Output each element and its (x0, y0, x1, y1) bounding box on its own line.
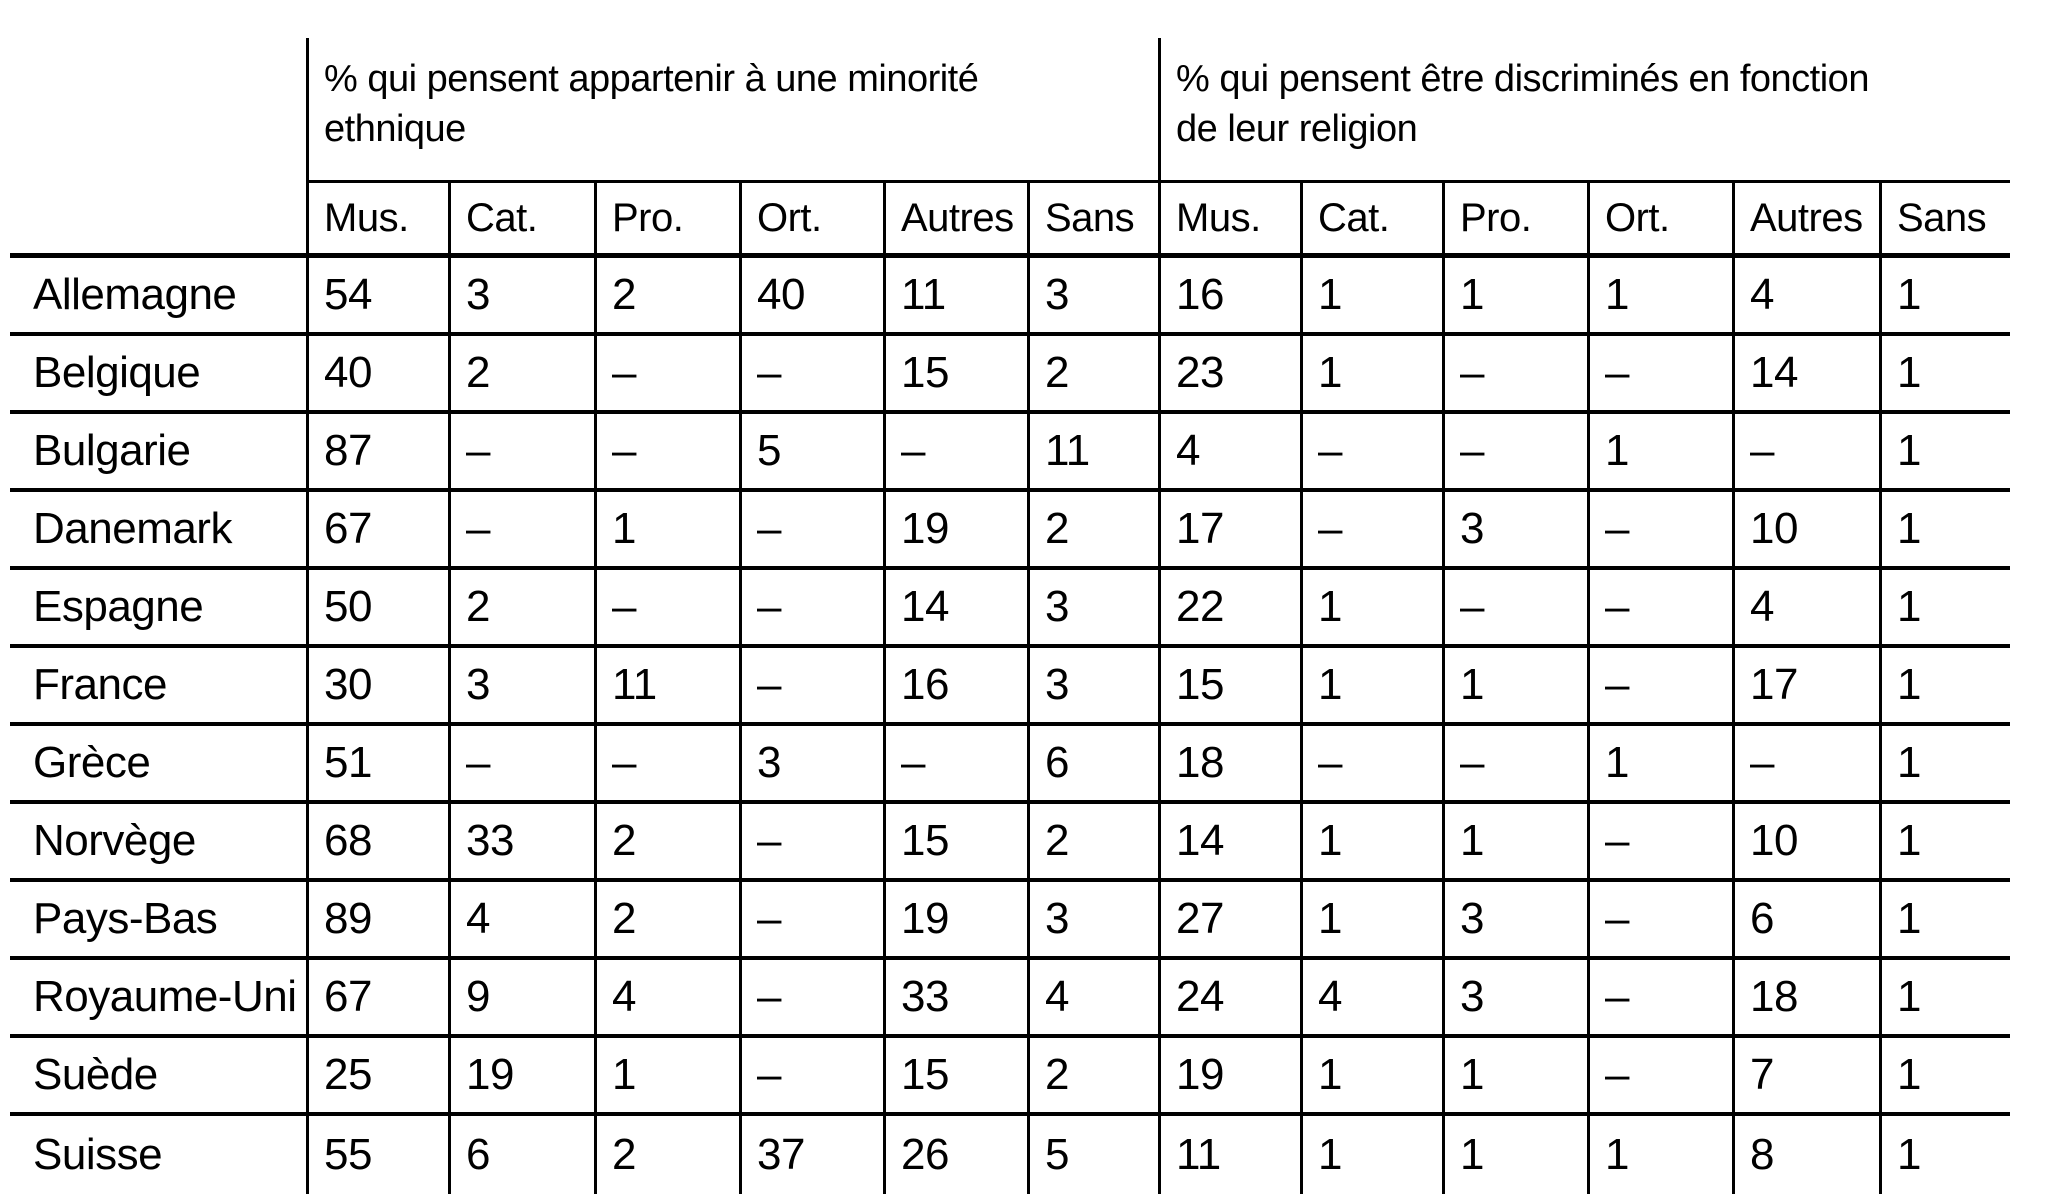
discrimination-value-autres: 18 (1732, 960, 1879, 1038)
discrimination-value-sans: 1 (1879, 648, 2010, 726)
country-cell: Bulgarie (10, 414, 306, 492)
discrimination-value-ort: 1 (1587, 258, 1732, 336)
minority-value-ort: 5 (739, 414, 883, 492)
discrimination-value-pro: 3 (1442, 960, 1587, 1038)
minority-value-cat: – (448, 492, 594, 570)
discrimination-value-sans: 1 (1879, 804, 2010, 882)
discrimination-value-sans: 1 (1879, 960, 2010, 1038)
country-cell: Allemagne (10, 258, 306, 336)
discrimination-value-mus: 24 (1158, 960, 1300, 1038)
discrimination-value-cat: 1 (1300, 648, 1442, 726)
discrimination-value-autres: 7 (1732, 1038, 1879, 1116)
minority-value-pro: 4 (594, 960, 739, 1038)
discrimination-value-mus: 14 (1158, 804, 1300, 882)
discrimination-value-mus: 22 (1158, 570, 1300, 648)
minority-value-mus: 89 (306, 882, 448, 960)
minority-value-pro: – (594, 570, 739, 648)
discrimination-value-pro: 1 (1442, 258, 1587, 336)
discrimination-value-mus: 19 (1158, 1038, 1300, 1116)
discrimination-value-sans: 1 (1879, 414, 2010, 492)
country-cell: Danemark (10, 492, 306, 570)
country-cell: Norvège (10, 804, 306, 882)
country-cell: Suède (10, 1038, 306, 1116)
minority-value-ort: 37 (739, 1116, 883, 1194)
minority-value-ort: – (739, 570, 883, 648)
discrimination-value-cat: 1 (1300, 1116, 1442, 1194)
discrimination-value-autres: 4 (1732, 570, 1879, 648)
minority-value-ort: – (739, 336, 883, 414)
minority-value-mus: 68 (306, 804, 448, 882)
country-cell: Pays-Bas (10, 882, 306, 960)
discrimination-value-autres: 8 (1732, 1116, 1879, 1194)
discrimination-value-sans: 1 (1879, 1038, 2010, 1116)
minority-value-autres: 19 (883, 492, 1027, 570)
minority-value-cat: 33 (448, 804, 594, 882)
minority-value-ort: – (739, 804, 883, 882)
column-header-minority-pro: Pro. (594, 183, 739, 258)
country-cell: Suisse (33, 1130, 163, 1179)
discrimination-value-mus: 4 (1158, 414, 1300, 492)
discrimination-value-mus: 11 (1158, 1116, 1300, 1194)
column-header-minority-cat: Cat. (448, 183, 594, 258)
group-header-discrimination-line1: % qui pensent être discriminés en fonction (1176, 58, 1869, 100)
discrimination-value-pro: 3 (1442, 882, 1587, 960)
minority-value-sans: 11 (1027, 414, 1158, 492)
minority-value-cat: 4 (448, 882, 594, 960)
minority-value-mus: 25 (306, 1038, 448, 1116)
discrimination-value-mus: 27 (1158, 882, 1300, 960)
discrimination-value-pro: 1 (1442, 1116, 1587, 1194)
discrimination-value-pro: – (1442, 726, 1587, 804)
minority-value-sans: 2 (1027, 336, 1158, 414)
discrimination-value-cat: 1 (1300, 804, 1442, 882)
minority-value-pro: 2 (594, 804, 739, 882)
discrimination-value-ort: – (1587, 960, 1732, 1038)
minority-value-pro: 1 (594, 492, 739, 570)
minority-value-mus: 67 (306, 492, 448, 570)
minority-value-cat: 9 (448, 960, 594, 1038)
minority-value-pro: 2 (594, 1116, 739, 1194)
discrimination-value-cat: – (1300, 414, 1442, 492)
minority-value-ort: – (739, 1038, 883, 1116)
discrimination-value-pro: – (1442, 414, 1587, 492)
column-header-minority-sans: Sans (1027, 183, 1158, 258)
discrimination-value-cat: 4 (1300, 960, 1442, 1038)
country-cell: France (10, 648, 306, 726)
discrimination-value-pro: 1 (1442, 804, 1587, 882)
minority-value-autres: 19 (883, 882, 1027, 960)
discrimination-value-cat: – (1300, 492, 1442, 570)
minority-value-cat: – (448, 414, 594, 492)
discrimination-value-autres: 4 (1732, 258, 1879, 336)
discrimination-value-mus: 23 (1158, 336, 1300, 414)
religion-minority-table (10, 38, 2010, 1194)
discrimination-value-pro: – (1442, 570, 1587, 648)
minority-value-ort: – (739, 960, 883, 1038)
minority-value-ort: – (739, 648, 883, 726)
discrimination-value-sans: 1 (1879, 570, 2010, 648)
discrimination-value-autres: – (1732, 414, 1879, 492)
group-header-minority-line2: ethnique (324, 108, 466, 150)
discrimination-value-cat: 1 (1300, 882, 1442, 960)
corner-cell (10, 38, 306, 258)
discrimination-value-autres: 6 (1732, 882, 1879, 960)
minority-value-pro: 1 (594, 1038, 739, 1116)
discrimination-value-sans: 1 (1879, 726, 2010, 804)
country-cell: Grèce (10, 726, 306, 804)
minority-value-pro: 11 (594, 648, 739, 726)
column-header-discrimination-pro: Pro. (1442, 183, 1587, 258)
discrimination-value-ort: – (1587, 882, 1732, 960)
minority-value-autres: 26 (883, 1116, 1027, 1194)
minority-value-mus: 30 (306, 648, 448, 726)
column-header-minority-autres: Autres (883, 183, 1027, 258)
minority-value-sans: 4 (1027, 960, 1158, 1038)
discrimination-value-sans: 1 (1879, 258, 2010, 336)
minority-value-ort: – (739, 492, 883, 570)
minority-value-sans: 2 (1027, 1038, 1158, 1116)
discrimination-value-ort: – (1587, 336, 1732, 414)
discrimination-value-pro: 1 (1442, 1038, 1587, 1116)
minority-value-mus: 40 (306, 336, 448, 414)
minority-value-sans: 3 (1027, 258, 1158, 336)
minority-value-cat: 3 (448, 258, 594, 336)
minority-value-mus: 54 (306, 258, 448, 336)
minority-value-pro: 2 (594, 258, 739, 336)
minority-value-autres: 14 (883, 570, 1027, 648)
minority-value-sans: 2 (1027, 492, 1158, 570)
discrimination-value-cat: 1 (1300, 258, 1442, 336)
group-header-minority (306, 38, 1158, 183)
minority-value-autres: 16 (883, 648, 1027, 726)
group-header-discrimination-line2: de leur religion (1176, 108, 1418, 150)
group-header-minority-line1: % qui pensent appartenir à une minorité (324, 58, 979, 100)
minority-value-sans: 3 (1027, 882, 1158, 960)
discrimination-value-ort: 1 (1587, 1116, 1732, 1194)
column-header-discrimination-ort: Ort. (1587, 183, 1732, 258)
minority-value-pro: – (594, 336, 739, 414)
column-header-discrimination-mus: Mus. (1158, 183, 1300, 258)
discrimination-value-cat: – (1300, 726, 1442, 804)
discrimination-value-pro: 3 (1442, 492, 1587, 570)
minority-value-autres: – (883, 414, 1027, 492)
discrimination-value-sans: 1 (1879, 882, 2010, 960)
minority-value-sans: 5 (1027, 1116, 1158, 1194)
minority-value-mus: 51 (306, 726, 448, 804)
discrimination-value-cat: 1 (1300, 1038, 1442, 1116)
minority-value-autres: 15 (883, 336, 1027, 414)
discrimination-value-ort: – (1587, 648, 1732, 726)
column-header-discrimination-cat: Cat. (1300, 183, 1442, 258)
discrimination-value-ort: – (1587, 492, 1732, 570)
minority-value-pro: 2 (594, 882, 739, 960)
minority-value-sans: 3 (1027, 570, 1158, 648)
discrimination-value-ort: – (1587, 1038, 1732, 1116)
column-header-discrimination-autres: Autres (1732, 183, 1879, 258)
minority-value-mus: 67 (306, 960, 448, 1038)
minority-value-cat: 6 (448, 1116, 594, 1194)
country-cell: Royaume-Uni (10, 960, 306, 1038)
discrimination-value-cat: 1 (1300, 570, 1442, 648)
minority-value-autres: 15 (883, 804, 1027, 882)
discrimination-value-sans: 1 (1879, 336, 2010, 414)
discrimination-value-autres: – (1732, 726, 1879, 804)
minority-value-pro: – (594, 414, 739, 492)
minority-value-cat: 2 (448, 336, 594, 414)
discrimination-value-autres: 10 (1732, 492, 1879, 570)
minority-value-cat: 3 (448, 648, 594, 726)
minority-value-cat: 19 (448, 1038, 594, 1116)
minority-value-sans: 6 (1027, 726, 1158, 804)
minority-value-mus: 55 (306, 1116, 448, 1194)
column-header-discrimination-sans: Sans (1879, 183, 2010, 258)
minority-value-mus: 87 (306, 414, 448, 492)
discrimination-value-mus: 17 (1158, 492, 1300, 570)
discrimination-value-ort: – (1587, 570, 1732, 648)
column-header-minority-mus: Mus. (306, 183, 448, 258)
discrimination-value-sans: 1 (1879, 492, 2010, 570)
discrimination-value-autres: 17 (1732, 648, 1879, 726)
discrimination-value-mus: 18 (1158, 726, 1300, 804)
minority-value-autres: – (883, 726, 1027, 804)
discrimination-value-autres: 14 (1732, 336, 1879, 414)
discrimination-value-pro: – (1442, 336, 1587, 414)
minority-value-sans: 3 (1027, 648, 1158, 726)
column-header-minority-ort: Ort. (739, 183, 883, 258)
discrimination-value-cat: 1 (1300, 336, 1442, 414)
minority-value-mus: 50 (306, 570, 448, 648)
minority-value-autres: 33 (883, 960, 1027, 1038)
minority-value-ort: 3 (739, 726, 883, 804)
minority-value-sans: 2 (1027, 804, 1158, 882)
discrimination-value-autres: 10 (1732, 804, 1879, 882)
discrimination-value-mus: 16 (1158, 258, 1300, 336)
discrimination-value-pro: 1 (1442, 648, 1587, 726)
minority-value-ort: 40 (739, 258, 883, 336)
minority-value-autres: 15 (883, 1038, 1027, 1116)
discrimination-value-mus: 15 (1158, 648, 1300, 726)
group-header-discrimination (1158, 38, 2010, 183)
minority-value-cat: – (448, 726, 594, 804)
discrimination-value-ort: 1 (1587, 726, 1732, 804)
minority-value-autres: 11 (883, 258, 1027, 336)
discrimination-value-ort: – (1587, 804, 1732, 882)
minority-value-cat: 2 (448, 570, 594, 648)
minority-value-ort: – (739, 882, 883, 960)
discrimination-value-ort: 1 (1587, 414, 1732, 492)
discrimination-value-sans: 1 (1879, 1116, 2010, 1194)
country-cell: Espagne (10, 570, 306, 648)
country-cell: Belgique (10, 336, 306, 414)
minority-value-pro: – (594, 726, 739, 804)
